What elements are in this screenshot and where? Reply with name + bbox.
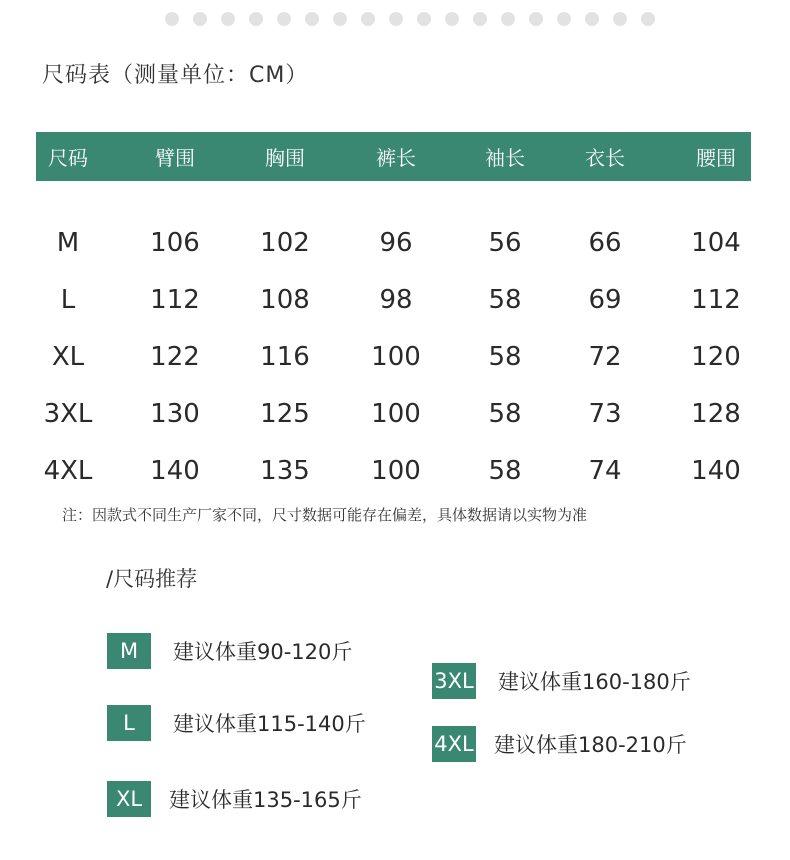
- recommend-item-m: [107, 633, 352, 669]
- table-cell: 102: [260, 227, 310, 258]
- weight-recommendation: 建议体重160-180斤: [498, 670, 691, 694]
- column-header: 尺码: [48, 146, 88, 170]
- decorative-dot: [389, 12, 403, 26]
- table-cell: 3XL: [43, 398, 93, 429]
- decorative-dot-row: [165, 12, 655, 26]
- page-title: 尺码表（测量单位：CM）: [42, 63, 309, 88]
- recommend-item-3xl: [432, 663, 691, 699]
- weight-recommendation: 建议体重90-120斤: [173, 640, 353, 664]
- decorative-dot: [193, 12, 207, 26]
- table-row: [36, 214, 751, 271]
- table-cell: 100: [371, 341, 421, 372]
- table-cell: 140: [150, 455, 200, 486]
- table-row: [36, 442, 751, 499]
- decorative-dot: [529, 12, 543, 26]
- table-cell: 74: [588, 455, 622, 486]
- recommend-item-xl: [107, 781, 362, 817]
- table-body: [36, 214, 751, 499]
- decorative-dot: [585, 12, 599, 26]
- weight-recommendation: 建议体重115-140斤: [173, 712, 366, 736]
- column-header: 胸围: [265, 146, 305, 170]
- table-cell: 112: [691, 284, 741, 315]
- table-cell: 98: [379, 284, 413, 315]
- table-cell: 58: [488, 455, 522, 486]
- recommend-title: /尺码推荐: [106, 567, 198, 591]
- column-header: 裤长: [376, 146, 416, 170]
- decorative-dot: [473, 12, 487, 26]
- table-header: [36, 132, 751, 181]
- table-cell: 58: [488, 398, 522, 429]
- weight-recommendation: 建议体重180-210斤: [494, 733, 687, 757]
- decorative-dot: [641, 12, 655, 26]
- table-cell: 135: [260, 455, 310, 486]
- table-cell: 108: [260, 284, 310, 315]
- table-cell: 125: [260, 398, 310, 429]
- table-cell: 106: [150, 227, 200, 258]
- column-header: 衣长: [585, 146, 625, 170]
- table-cell: 120: [691, 341, 741, 372]
- table-cell: 122: [150, 341, 200, 372]
- decorative-dot: [277, 12, 291, 26]
- table-row: [36, 271, 751, 328]
- weight-recommendation: 建议体重135-165斤: [169, 788, 362, 812]
- size-badge: 3XL: [432, 663, 476, 699]
- size-badge: XL: [107, 781, 151, 817]
- decorative-dot: [445, 12, 459, 26]
- decorative-dot: [333, 12, 347, 26]
- table-row: [36, 328, 751, 385]
- table-cell: XL: [51, 341, 85, 372]
- table-cell: 116: [260, 341, 310, 372]
- table-row: [36, 385, 751, 442]
- size-badge: 4XL: [432, 726, 476, 762]
- decorative-dot: [501, 12, 515, 26]
- table-cell: 72: [588, 341, 622, 372]
- decorative-dot: [613, 12, 627, 26]
- table-cell: 104: [691, 227, 741, 258]
- table-cell: 140: [691, 455, 741, 486]
- table-cell: 4XL: [43, 455, 93, 486]
- table-cell: 73: [588, 398, 622, 429]
- table-cell: L: [60, 284, 76, 315]
- column-header: 臂围: [155, 146, 195, 170]
- table-cell: M: [56, 227, 80, 258]
- table-cell: 69: [588, 284, 622, 315]
- decorative-dot: [165, 12, 179, 26]
- table-cell: 112: [150, 284, 200, 315]
- decorative-dot: [557, 12, 571, 26]
- column-header: 袖长: [485, 146, 525, 170]
- decorative-dot: [361, 12, 375, 26]
- table-cell: 100: [371, 398, 421, 429]
- recommend-item-l: [107, 705, 366, 741]
- column-header: 腰围: [696, 146, 736, 170]
- disclaimer-note: 注：因款式不同生产厂家不同，尺寸数据可能存在偏差，具体数据请以实物为准: [62, 506, 588, 524]
- size-badge: L: [107, 705, 151, 741]
- table-cell: 56: [488, 227, 522, 258]
- size-table: [36, 132, 751, 499]
- table-cell: 58: [488, 341, 522, 372]
- table-cell: 128: [691, 398, 741, 429]
- decorative-dot: [249, 12, 263, 26]
- table-cell: 100: [371, 455, 421, 486]
- table-cell: 130: [150, 398, 200, 429]
- decorative-dot: [221, 12, 235, 26]
- size-badge: M: [107, 633, 151, 669]
- table-cell: 58: [488, 284, 522, 315]
- table-cell: 96: [379, 227, 413, 258]
- recommend-item-4xl: [432, 726, 687, 762]
- table-cell: 66: [588, 227, 622, 258]
- decorative-dot: [417, 12, 431, 26]
- decorative-dot: [305, 12, 319, 26]
